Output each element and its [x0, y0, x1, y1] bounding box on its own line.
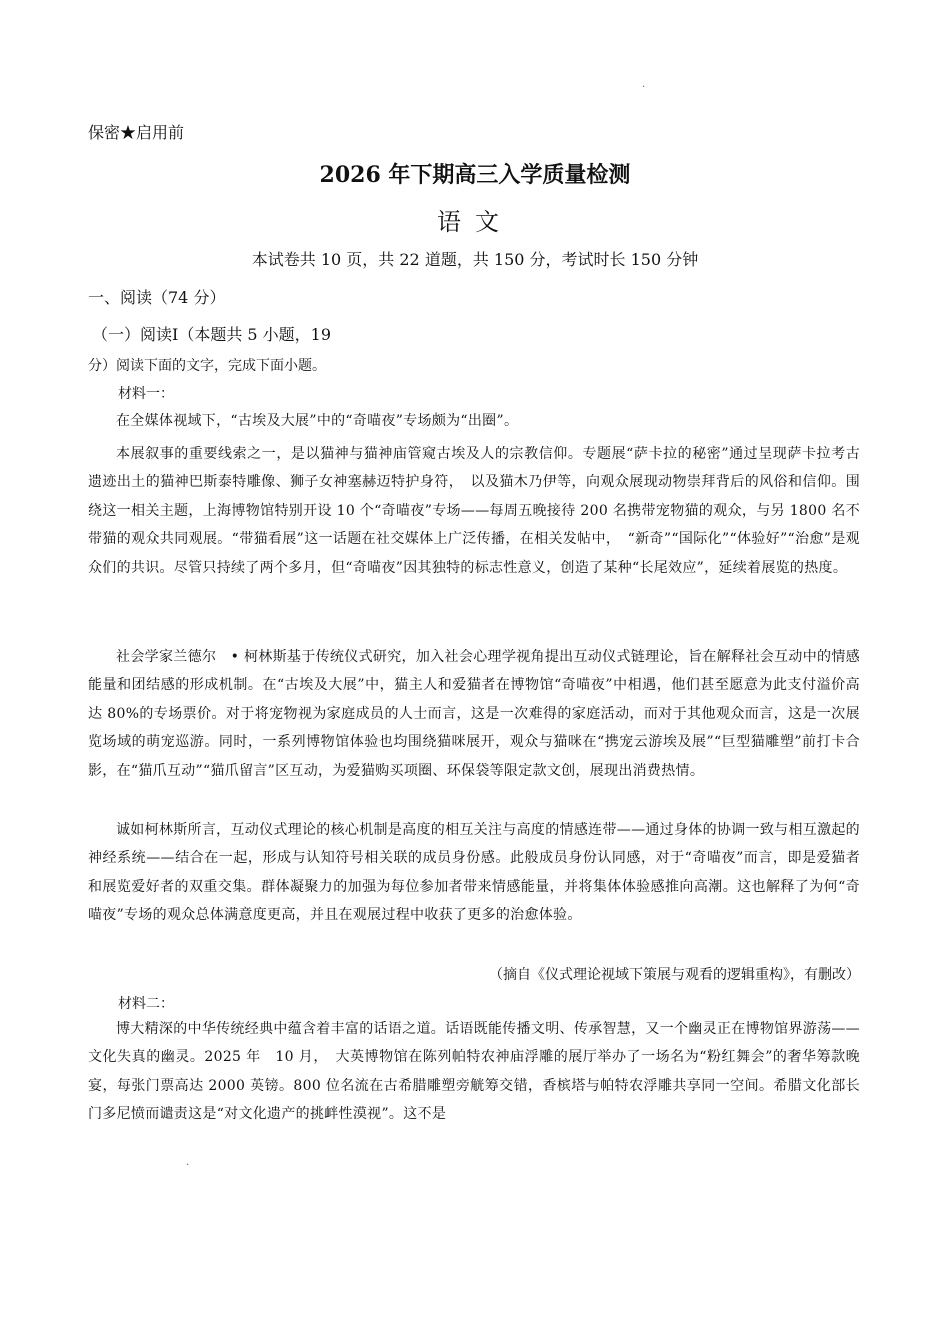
material1-paragraph: 在全媒体视域下，“古埃及大展”中的“奇喵夜”专场颇为“出圈”。 — [116, 413, 519, 429]
subject-title: 语文 — [437, 208, 513, 236]
exam-info: 本试卷共 10 页，共 22 道题，共 150 分，考试时长 150 分钟 — [251, 250, 699, 269]
exam-title: 2026 年下期高三入学质量检测 — [319, 162, 631, 188]
material1-paragraph: 社会学家兰德尔 • 柯林斯基于传统仪式研究，加入社会心理学视角提出互动仪式链理论，旨在解释社会互动中的情感能量和团结感的形成机制。在“古埃及大展”中，猫主人和爱猫者在博物馆“奇喵夜”中相遇，他们甚至愿意为此支付溢价高达 80%的专场票价。对于将宠物视为家庭成员的人士而言，这是一次难得的家庭活动，而对于其他观众而言，这是一次展览场域的萌宠巡游。同时，一系列博物馆体验也均围绕猫咪展开，观众与猫咪在“携宠云游埃及展”“巨型猫雕塑”前打卡合影，在“猫爪互动”“猫爪留言”区互动，为爱猫购买项圈、环保袋等限定款文创，展现出消费热情。 — [88, 649, 860, 779]
confidential-mark: 保密★启用前 — [88, 123, 185, 142]
material1-paragraph: 诚如柯林斯所言，互动仪式理论的核心机制是高度的相互关注与高度的情感连带——通过身体的协调一致与相互激起的神经系统——结合在一起，形成与认知符号相关联的成员身份感。此般成员身份认同感，对于“奇喵夜”而言，即是爱猫者和展览爱好者的双重交集。群体凝聚力的加强为每位参加者带来情感能量，并将集体体验感推向高潮。这也解释了为何“奇喵夜”专场的观众总体满意度更高，并且在观展过程中收获了更多的治愈体验。 — [88, 822, 860, 924]
section-heading: 一、阅读（74 分） — [88, 288, 226, 307]
material1-source: （摘自《仪式理论视域下策展与观看的逻辑重构》，有删改） — [489, 967, 860, 983]
material1-paragraph: 本展叙事的重要线索之一，是以猫神与猫神庙管窥古埃及人的宗教信仰。专题展“萨卡拉的秘密”通过呈现萨卡拉考古遗迹出土的猫神巴斯泰特雕像、狮子女神塞赫迈特护身符， 以及猫木乃伊等，向观众展现动物崇拜背后的风俗和信仰。围绕这一相关主题，上海博物馆特别开设 10 个“奇喵夜”专场——每周五晚接待 200 名携带宠物猫的观众，与另 1800 名不带猫的观众共同观展。“带猫看展”这一话题在社交媒体上广泛传播，在相关发帖中， “新奇”“国际化”“体验好”“治愈”是观众们的共识。尽管只持续了两个多月，但“奇喵夜”因其独特的标志性意义，创造了某种“长尾效应”，延续着展览的热度。 — [88, 446, 860, 576]
scan-speck: · — [186, 1160, 190, 1171]
material2-label: 材料二： — [118, 996, 174, 1012]
material2-paragraph: 博大精深的中华传统经典中蕴含着丰富的话语之道。话语既能传播文明、传承智慧，又一个幽灵正在博物馆界游荡——文化失真的幽灵。2025 年 10 月， 大英博物馆在陈列帕特农神庙浮雕的展厅举办了一场名为“粉红舞会”的奢华筹款晚宴，每张门票高达 2000 英镑。800 位名流在古希腊雕塑旁觥筹交错，香槟塔与帕特农浮雕共享同一空间。希腊文化部长门多尼愤而谴责这是“对文化遗产的挑衅性漠视”。这不是 — [88, 1021, 860, 1123]
scan-speck: · — [642, 82, 646, 93]
material1-label: 材料一： — [118, 386, 174, 402]
sub-heading-line2: 分）阅读下面的文字，完成下面小题。 — [88, 358, 326, 374]
sub-heading-line1: （一）阅读Ⅰ（本题共 5 小题，19 — [92, 325, 332, 344]
